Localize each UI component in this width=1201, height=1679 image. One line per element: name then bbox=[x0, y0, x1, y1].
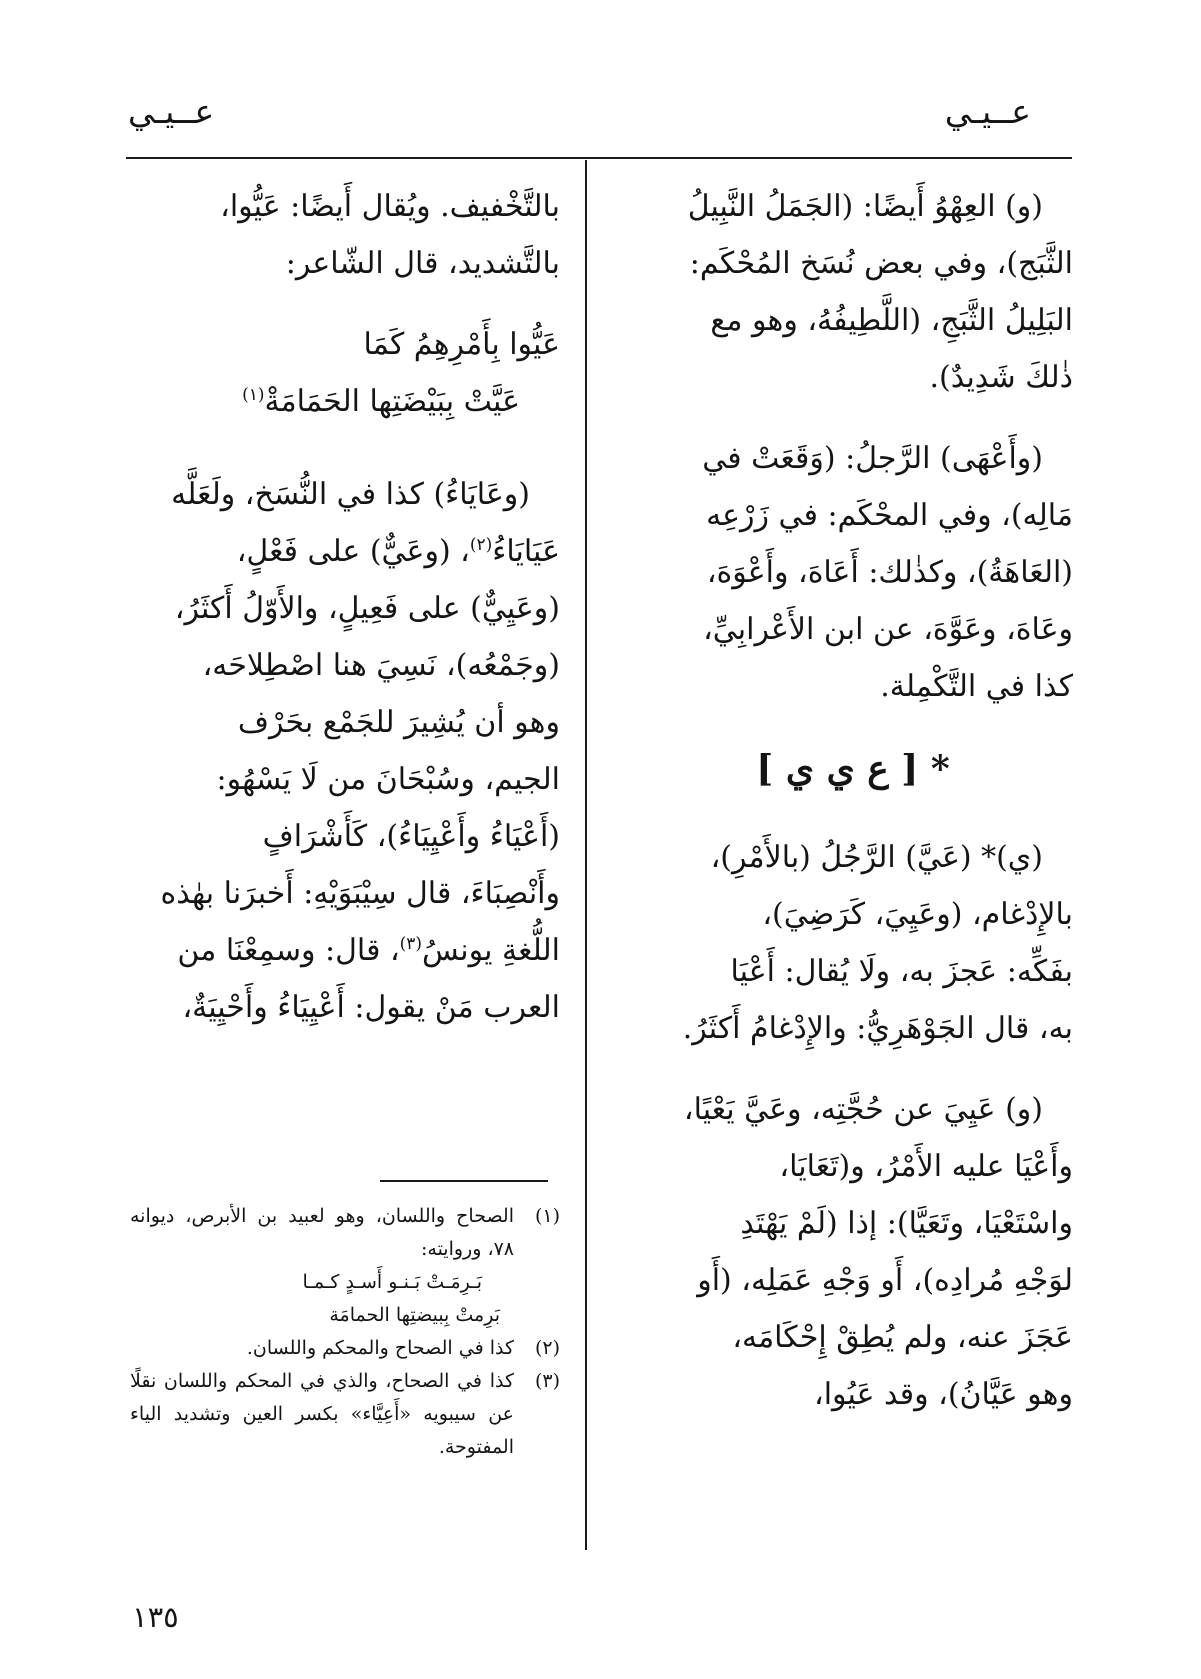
text-line: الثَّبَج)، وفي بعض نُسَخ المُحْكَم: bbox=[689, 246, 1073, 281]
left-column bbox=[128, 178, 560, 1060]
text-line: وأَعْيَا عليه الأَمْرُ، و(تَعَايَا، bbox=[779, 1149, 1073, 1184]
text-line: البَلِيلُ الثَّبَجِ، (اللَّطِيفُهُ، وهو مع bbox=[710, 303, 1073, 338]
right-column bbox=[633, 178, 1073, 1447]
text-line: العرب مَنْ يقول: أَعْيِيَاءُ وأَحْيِيَةٌ، bbox=[182, 990, 560, 1025]
text-line: الجيم، وسُبْحَانَ من لَا يَسْهُو: bbox=[216, 762, 560, 797]
footnote-ref-1[interactable]: (١) bbox=[242, 385, 265, 405]
footnote-verse-2: بَرِمتْ بِبيضتِها الحمامَة bbox=[329, 1304, 500, 1326]
text-line: واسْتَعْيَا، وتَعَيَّا): إذا (لَمْ يَهْتَدِ bbox=[740, 1206, 1073, 1241]
footnote-number: (١) bbox=[534, 1205, 560, 1227]
footnotes bbox=[130, 1200, 560, 1464]
text-line: عَجَزَ عنه، ولم يُطِقْ إِحْكَامَه، bbox=[732, 1320, 1073, 1355]
running-header-right: عــيـي bbox=[944, 92, 1031, 131]
verse-line-1: عَيُّوا بِأَمْرِهِمُ كَمَا bbox=[363, 327, 560, 362]
footnote-text: كذا في الصحاح، والذي في المحكم واللسان نقلًا عن سيبويه «أَعِيَّاء» بكسر العين وتشديد الياء المفتوحة. bbox=[130, 1370, 514, 1458]
footnote-ref-2[interactable]: (٢) bbox=[469, 535, 493, 555]
root-heading: * [ ع ي ي ] bbox=[756, 748, 950, 790]
paragraph-takhfif bbox=[128, 178, 560, 292]
text-line: به، قال الجَوْهَرِيُّ: والإِدْغامُ أَكثَرُ. bbox=[682, 1011, 1073, 1046]
footnote-number: (٢) bbox=[534, 1337, 560, 1359]
paragraph-ayya bbox=[633, 829, 1073, 1057]
running-header-left: عــيـي bbox=[128, 92, 215, 131]
text-line: (وعَيِيٌّ) على فَعِيلٍ، والأَوّلُ أَكثَرُ، bbox=[174, 591, 560, 626]
text-line: كذا في التَّكْمِلة. bbox=[880, 669, 1073, 704]
footnote-2 bbox=[130, 1332, 560, 1365]
verse-text: عَيَّتْ بِبَيْضَتِها الحَمَامَةْ bbox=[264, 384, 520, 419]
text-line: وأَنْصِبَاءَ، قال سِيْبَوَيْهِ: أَخبرَنا بهٰذه bbox=[160, 876, 560, 911]
text-line: (و) العِهْوُ أَيضًا: (الجَمَلُ النَّبِيلُ bbox=[687, 189, 1043, 224]
text-line: (وأَعْهَى) الرَّجلُ: (وَقَعَتْ في bbox=[702, 441, 1043, 476]
footnote-1 bbox=[130, 1200, 560, 1266]
text-line: وعَاهَ، وعَوَّهَ، عن ابن الأَعْرابِيِّ، bbox=[703, 612, 1073, 647]
text-line: مَالِه)، وفي المحْكَم: في زَرْعِه bbox=[706, 498, 1073, 533]
text-line: بالتَّخْفيف. ويُقال أَيضًا: عَيُّوا، bbox=[220, 189, 560, 224]
footnote-3 bbox=[130, 1365, 560, 1464]
header-rule bbox=[126, 157, 1072, 159]
column-divider bbox=[585, 160, 587, 1550]
text-line bbox=[128, 922, 560, 979]
footnote-ref-3[interactable]: (٣) bbox=[399, 934, 423, 954]
text-segment: ، قال: وسمِعْنَا من bbox=[177, 933, 400, 968]
footnote-text: كذا في الصحاح والمحكم واللسان. bbox=[246, 1337, 514, 1359]
footnote-text: الصحاح واللسان، وهو لعبيد بن الأبرص، ديوانه ٧٨، وروايته: bbox=[130, 1205, 514, 1260]
text-line: وهو عَيَّانُ)، وقد عَيُوا، bbox=[814, 1377, 1073, 1412]
text-line: (و) عَيِيَ عن حُجَّتِه، وعَيَّ يَعْيًا، bbox=[683, 1092, 1043, 1127]
text-line: (وجَمْعُه)، نَسِيَ هنا اصْطِلاحَه، bbox=[202, 648, 560, 683]
text-line: بفَكِّه: عَجزَ به، ولَا يُقال: أَعْيَا bbox=[730, 954, 1073, 989]
footnote-rule bbox=[380, 1180, 548, 1182]
text-line: بالتَّشديد، قال الشّاعر: bbox=[285, 246, 560, 281]
text-line bbox=[128, 523, 560, 580]
text-line: ذٰلكَ شَدِيدٌ). bbox=[929, 360, 1073, 395]
page-number: ١٣٥ bbox=[132, 1600, 179, 1634]
footnote-verse-1: بَـرِمَـتْ بَـنـو أَسـدٍ كـمـا bbox=[302, 1271, 482, 1293]
verse-line-2 bbox=[128, 373, 560, 430]
text-line: (أَعْيَاءُ وأَعْيِيَاءُ)، كَأَشْرَافٍ bbox=[262, 819, 560, 854]
text-line: (وعَايَاءُ) كذا في النُّسَخ، ولَعَلَّه bbox=[171, 477, 530, 512]
text-segment: ، (وعَيٌّ) على فَعْلٍ، bbox=[236, 534, 470, 569]
paragraph-ayiya bbox=[633, 1081, 1073, 1423]
text-line: وهو أن يُشِيرَ للجَمْع بحَرْف bbox=[237, 705, 560, 740]
paragraph-al-ihw bbox=[633, 178, 1073, 406]
paragraph-aaha bbox=[633, 430, 1073, 715]
text-line: لوَجْهِ مُرادِه)، أَو وَجْهِ عَمَلِه، (أَو bbox=[697, 1263, 1073, 1298]
footnote-number: (٣) bbox=[534, 1370, 560, 1392]
text-line: (ي)* (عَيَّ) الرَّجُلُ (بالأَمْرِ)، bbox=[710, 840, 1043, 875]
text-line: بالإِدْغام، (وعَيِيَ، كَرَضِيَ)، bbox=[762, 897, 1073, 932]
text-line: (العَاهَةُ)، وكذٰلك: أَعَاهَ، وأَعْوَهَ، bbox=[706, 555, 1073, 590]
text-segment: عَيَايَاءُ bbox=[492, 534, 560, 569]
paragraph-ayaya bbox=[128, 466, 560, 1036]
text-segment: اللُّغةِ يونسُ bbox=[422, 933, 560, 968]
